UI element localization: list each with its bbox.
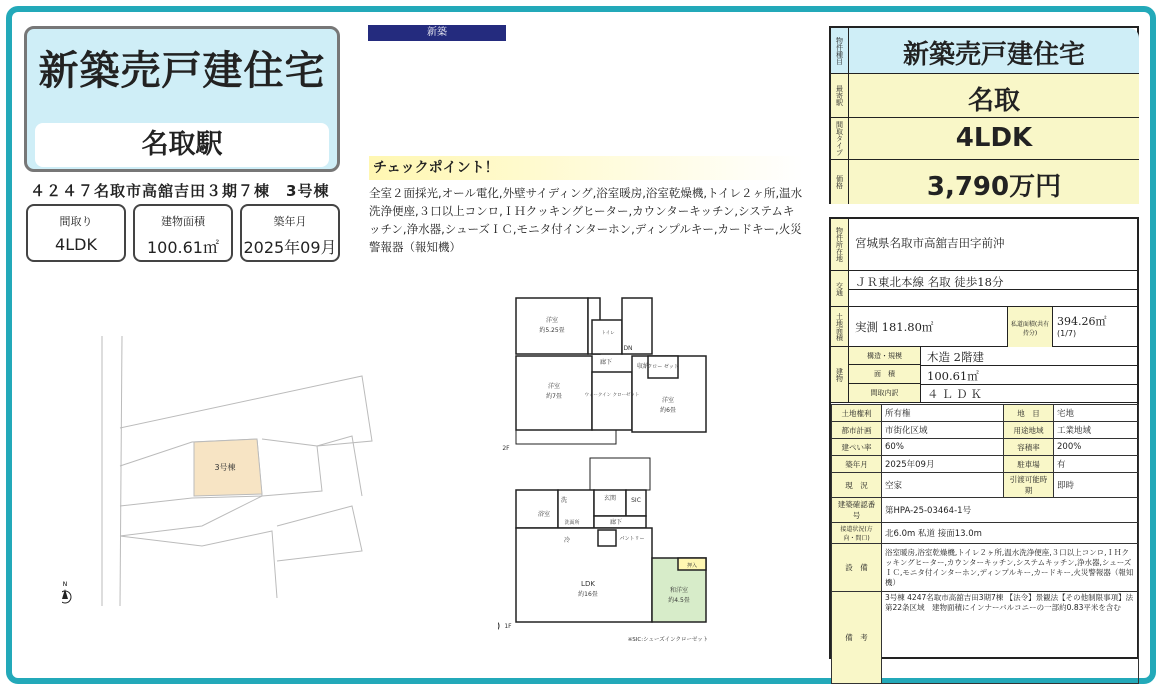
cell-label: 地 目 xyxy=(1004,405,1054,422)
north-arrow-icon xyxy=(498,618,499,632)
cell-label: 設 備 xyxy=(832,544,882,592)
cell-value: 宅地 xyxy=(1054,405,1139,422)
cell-value: 60% xyxy=(882,439,1004,456)
layout-type: 4LDK xyxy=(955,123,1033,153)
floorplan-legend: ※SIC:シューズインクローゼット xyxy=(627,637,709,643)
floor-breakdown: ４ＬＤＫ xyxy=(927,387,985,401)
cell-label: 建築確認番号 xyxy=(832,498,882,523)
cell-label: 引渡可能時期 xyxy=(1004,473,1054,498)
pill-layout xyxy=(26,204,126,262)
pill-value: 100.61㎡ xyxy=(147,238,219,257)
room-size: 約7畳 xyxy=(546,393,562,400)
cell-value: 浴室暖房,浴室乾燥機,トイレ２ヶ所,温水洗浄便座,３口以上コンロ,ＩＨクッキングヒーター,カウンターキッチン,システムキッチン,浄水器,シューズＩＣ,モニタ付インターホン,ディンプルキー,カードキー,火災警報器（報知機） xyxy=(882,544,1139,592)
pill-value: 2025年09月 xyxy=(243,238,337,257)
location: 宮城県名取市高舘吉田字前沖 xyxy=(855,236,1005,250)
room-name: DN xyxy=(623,345,633,352)
cell-value: 所有権 xyxy=(882,405,1004,422)
land-area: 実測 181.80㎡ xyxy=(855,320,934,334)
building-label: 建物 xyxy=(831,347,849,402)
room-name: 押入 xyxy=(686,563,698,569)
site-map xyxy=(62,336,382,612)
room-size: 約5.25畳 xyxy=(539,327,565,334)
structure-label: 構造・規模 xyxy=(849,347,921,365)
cell-label: 建ぺい率 xyxy=(832,439,882,456)
private-road-label: 私道面積(共有持分) xyxy=(1007,307,1053,347)
cell-value: 2025年09月 xyxy=(882,456,1004,473)
cell-label: 用途地域 xyxy=(1004,422,1054,439)
table-row xyxy=(832,405,1139,422)
room-name: 玄関 xyxy=(603,495,617,502)
nearest-station: 名取 xyxy=(967,86,1020,116)
cell-label: 現 況 xyxy=(832,473,882,498)
floor-label: 1F xyxy=(504,623,512,630)
pill-built-date xyxy=(240,204,340,262)
room-name: 廊下 xyxy=(609,519,623,526)
cell-value: 200% xyxy=(1054,439,1139,456)
room-name: 洗面所 xyxy=(564,520,580,526)
table-row xyxy=(832,422,1139,439)
floor-plan xyxy=(498,290,728,650)
pill-value: 4LDK xyxy=(55,235,97,254)
floor-label: 2F xyxy=(502,445,510,452)
pill-building-area xyxy=(133,204,233,262)
north-arrow-icon xyxy=(62,581,71,603)
room-name: ウォークイン クローゼット xyxy=(584,393,640,398)
cell-value: 空家 xyxy=(882,473,1004,498)
table-row xyxy=(832,592,1139,684)
spec-table xyxy=(831,404,1139,684)
room-name: 洗 xyxy=(560,497,568,504)
cell-value: 北6.0m 私道 接面13.0m xyxy=(882,523,1139,544)
type-label: 物件種目 xyxy=(831,28,849,73)
detail-panel xyxy=(829,217,1139,659)
cell-label: 接道状況(方向・間口) xyxy=(832,523,882,544)
station-label: 最寄駅 xyxy=(831,74,849,117)
checkpoint-title: チェックポイント！ xyxy=(369,156,803,180)
floor-breakdown-label: 間取内訳 xyxy=(849,384,921,402)
building-area: 100.61㎡ xyxy=(927,369,979,383)
layout-label: 間取タイプ xyxy=(831,118,849,159)
room-name: パントリー xyxy=(619,536,645,542)
cell-label: 築年月 xyxy=(832,456,882,473)
table-row xyxy=(832,456,1139,473)
cell-label: 土地権利 xyxy=(832,405,882,422)
room-name: 浴室 xyxy=(537,511,551,518)
cell-value: 工業地域 xyxy=(1054,422,1139,439)
property-type: 新築売戸建住宅 xyxy=(902,40,1085,70)
cell-label: 容積率 xyxy=(1004,439,1054,456)
cell-label: 備 考 xyxy=(832,592,882,684)
new-build-badge: 新築 xyxy=(368,25,506,41)
cell-value: 即時 xyxy=(1054,473,1139,498)
room-size: 約16畳 xyxy=(578,591,598,598)
cell-value: 有 xyxy=(1054,456,1139,473)
map-lot-label: 3号棟 xyxy=(214,463,236,472)
room-name: 洋室 xyxy=(661,397,675,404)
summary-panel xyxy=(829,26,1139,204)
pill-label: 建物面積 xyxy=(161,215,205,228)
room-name: 和洋室 xyxy=(669,587,689,594)
room-name: 洋室 xyxy=(547,383,561,390)
table-row xyxy=(832,544,1139,592)
cell-value: 3号棟 4247名取市高舘吉田3期7棟 【法令】景観法【その他制限事項】法第22条区域 建物面積にインナーバルコニーの一部約0.83平米を含む xyxy=(882,592,1139,684)
private-road-area: 394.26㎡ xyxy=(1057,315,1107,328)
table-row xyxy=(832,439,1139,456)
table-row xyxy=(832,473,1139,498)
room-name: 洋室 xyxy=(545,317,559,324)
pill-label: 間取り xyxy=(59,215,93,228)
location-label: 物件所在地 xyxy=(831,219,849,270)
private-road-share: (1/7) xyxy=(1057,329,1077,338)
checkpoint-text: 全室２面採光,オール電化,外壁サイディング,浴室暖房,浴室乾燥機,トイレ２ヶ所,温水洗浄便座,３口以上コンロ,ＩＨクッキングヒーター,カウンターキッチン,システムキッチン,浄水器,シューズＩＣ,モニタ付インターホン,ディンプルキー,カードキー,火災警報器（報知機） xyxy=(369,186,803,254)
land-label: 土地面積 xyxy=(831,307,849,346)
property-type-title: 新築売戸建住宅 xyxy=(38,48,326,94)
station-name: 名取駅 xyxy=(35,123,329,167)
area-label: 面 積 xyxy=(849,365,921,384)
cell-label: 都市計画 xyxy=(832,422,882,439)
room-name: LDK xyxy=(581,580,595,588)
room-size: 約6畳 xyxy=(660,407,676,414)
room-name: クロー ゼット xyxy=(647,364,679,370)
table-row xyxy=(832,523,1139,544)
structure: 木造 2階建 xyxy=(927,350,984,364)
property-title-card xyxy=(24,26,340,172)
price: 3,790万円 xyxy=(926,172,1062,202)
price-label: 価格 xyxy=(831,160,849,204)
cell-value: 市街化区域 xyxy=(882,422,1004,439)
svg-text:N: N xyxy=(62,581,68,588)
room-size: 約4.5畳 xyxy=(668,597,690,604)
table-row xyxy=(832,498,1139,523)
room-name: トイレ xyxy=(601,331,615,336)
room-name: 廊下 xyxy=(599,359,613,366)
traffic-label: 交通 xyxy=(831,271,849,306)
room-name: 冷 xyxy=(563,537,571,544)
pill-label: 築年月 xyxy=(273,215,307,228)
room-name: SIC xyxy=(631,497,641,504)
traffic: ＪＲ東北本線 名取 徒歩18分 xyxy=(855,275,1004,289)
property-address-line: ４２４７名取市高舘吉田３期７棟 3号棟 xyxy=(30,182,330,200)
room-name: 収納 xyxy=(636,363,650,370)
cell-value: 第HPA-25-03464-1号 xyxy=(882,498,1139,523)
cell-label: 駐車場 xyxy=(1004,456,1054,473)
